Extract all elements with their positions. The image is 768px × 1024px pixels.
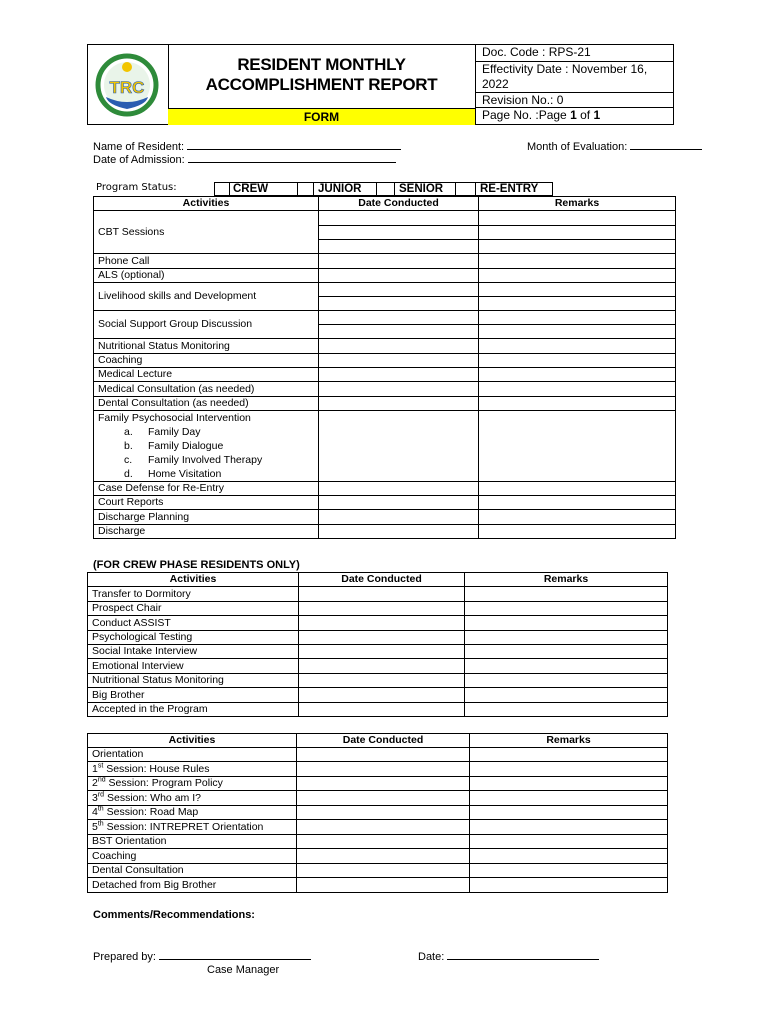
date-cell[interactable] [297, 820, 470, 835]
remarks-cell[interactable] [479, 368, 676, 382]
remarks-cell[interactable] [465, 631, 668, 645]
col-activities: Activities [88, 734, 297, 748]
crew-row: Transfer to Dormitory [88, 587, 299, 602]
remarks-cell[interactable] [470, 791, 668, 806]
sub-letter: b. [124, 440, 133, 452]
crew-checkbox[interactable] [214, 182, 230, 196]
col-activities: Activities [94, 197, 319, 211]
remarks-cell[interactable] [465, 616, 668, 631]
col-remarks: Remarks [465, 573, 668, 587]
page-of: of [576, 108, 594, 122]
date-cell[interactable] [299, 631, 465, 645]
date-cell[interactable] [319, 311, 479, 325]
date-line[interactable] [447, 950, 599, 960]
date-cell[interactable] [297, 835, 470, 849]
prepared-by-label: Prepared by: [93, 951, 156, 963]
remarks-cell[interactable] [465, 659, 668, 674]
session-row-4 [88, 806, 297, 820]
sub-text: Family Dialogue [148, 440, 224, 452]
date-cell[interactable] [299, 703, 465, 717]
sub-letter: a. [124, 426, 133, 438]
remarks-cell[interactable] [470, 762, 668, 777]
date-cell[interactable] [319, 510, 479, 525]
resident-name-line[interactable] [187, 140, 401, 150]
remarks-cell[interactable] [479, 382, 676, 397]
remarks-cell[interactable] [465, 703, 668, 717]
date-cell[interactable] [297, 864, 470, 878]
date-cell[interactable] [297, 791, 470, 806]
comments-label: Comments/Recommendations: [93, 909, 255, 921]
page-total: 1 [593, 108, 601, 122]
date-cell[interactable] [297, 849, 470, 864]
remarks-cell[interactable] [470, 820, 668, 835]
effectivity-date [476, 62, 673, 93]
senior-checkbox[interactable] [376, 182, 395, 196]
date-cell[interactable] [319, 411, 479, 482]
resident-name-field[interactable] [93, 140, 401, 153]
month-evaluation-label: Month of Evaluation: [527, 141, 628, 153]
date-cell[interactable] [319, 354, 479, 368]
date-cell[interactable] [319, 211, 479, 226]
col-activities: Activities [88, 573, 299, 587]
crew-row: Psychological Testing [88, 631, 299, 645]
remarks-cell[interactable] [470, 806, 668, 820]
activity-case-defense: Case Defense for Re-Entry [94, 482, 319, 496]
admission-date-label: Date of Admission: [93, 154, 185, 166]
activity-phone-call: Phone Call [94, 254, 319, 269]
crew-row: Social Intake Interview [88, 645, 299, 659]
date-cell[interactable] [319, 240, 479, 254]
session-sup: nd [97, 776, 106, 784]
program-status-label: Program Status: [96, 182, 177, 193]
page-prefix: Page No. :Page [482, 108, 571, 122]
title-cell [168, 45, 476, 108]
activity-coaching: Coaching [94, 354, 319, 368]
activity-cbt-sessions: CBT Sessions [94, 211, 319, 254]
session-text: Session: Road Map [103, 806, 199, 818]
sub-text: Home Visitation [148, 468, 222, 480]
resident-name-label: Name of Resident: [93, 141, 185, 153]
session-sup: th [97, 805, 104, 813]
activity-nutritional: Nutritional Status Monitoring [94, 339, 319, 354]
remarks-cell[interactable] [470, 864, 668, 878]
orientation-table [87, 733, 668, 893]
activity-als: ALS (optional) [94, 269, 319, 283]
crew-row: Prospect Chair [88, 602, 299, 616]
sub-letter: c. [124, 454, 133, 466]
remarks-cell[interactable] [470, 777, 668, 791]
date-cell[interactable] [299, 587, 465, 602]
remarks-cell[interactable] [465, 602, 668, 616]
remarks-cell[interactable] [470, 835, 668, 849]
reentry-checkbox[interactable] [455, 182, 476, 196]
date-cell[interactable] [319, 496, 479, 510]
date-cell[interactable] [299, 645, 465, 659]
date-cell[interactable] [319, 382, 479, 397]
report-title-line2: ACCOMPLISHMENT REPORT [205, 75, 438, 94]
session-row-2 [88, 777, 297, 791]
session-row-1 [88, 762, 297, 777]
session-num: 5 [92, 820, 98, 833]
case-manager-label: Case Manager [207, 964, 280, 976]
sub-letter: d. [124, 468, 133, 480]
session-text: Session: Program Policy [105, 777, 223, 789]
remarks-cell[interactable] [479, 339, 676, 354]
remarks-cell[interactable] [479, 325, 676, 339]
family-psychosocial-label: Family Psychosocial Intervention [98, 412, 251, 424]
session-text: Session: INTREPRET Orientation [103, 820, 264, 833]
family-sub-a [98, 426, 318, 439]
effectivity-line2: 2022 [482, 77, 509, 91]
remarks-cell[interactable] [479, 269, 676, 283]
remarks-cell[interactable] [479, 297, 676, 311]
doc-code: Doc. Code : RPS-21 [476, 45, 673, 62]
session-num: 1 [92, 762, 98, 775]
session-num: 4 [92, 806, 98, 818]
logo-cell [88, 45, 169, 124]
date-cell[interactable] [297, 748, 470, 762]
prepared-by-field[interactable] [93, 950, 311, 963]
session-sup: rd [97, 791, 105, 798]
remarks-cell[interactable] [479, 510, 676, 525]
crew-row: Emotional Interview [88, 659, 299, 674]
remarks-cell[interactable] [479, 240, 676, 254]
remarks-cell[interactable] [479, 411, 676, 482]
date-cell[interactable] [319, 368, 479, 382]
effectivity-line1: Effectivity Date : November 16, [482, 62, 648, 76]
activity-medical-lecture: Medical Lecture [94, 368, 319, 382]
remarks-cell[interactable] [470, 748, 668, 762]
admission-date-line[interactable] [188, 153, 396, 163]
crew-activities-table [87, 572, 668, 717]
orientation-row: Coaching [88, 849, 297, 864]
col-remarks: Remarks [479, 197, 676, 211]
remarks-cell[interactable] [479, 283, 676, 297]
remarks-cell[interactable] [479, 254, 676, 269]
date-cell[interactable] [319, 283, 479, 297]
remarks-cell[interactable] [465, 587, 668, 602]
prepared-by-line[interactable] [159, 950, 311, 960]
date-cell[interactable] [319, 397, 479, 411]
crew-section-title: (FOR CREW PHASE RESIDENTS ONLY) [93, 559, 300, 571]
date-cell[interactable] [297, 777, 470, 791]
activity-court-reports: Court Reports [94, 496, 319, 510]
remarks-cell[interactable] [470, 878, 668, 893]
sub-text: Family Day [148, 426, 201, 438]
sub-text: Family Involved Therapy [148, 454, 263, 466]
family-sub-d [98, 468, 318, 481]
remarks-cell[interactable] [465, 645, 668, 659]
family-sub-b [98, 440, 318, 453]
orientation-row: Dental Consultation [88, 864, 297, 878]
activity-social-support: Social Support Group Discussion [94, 311, 319, 339]
col-remarks: Remarks [470, 734, 668, 748]
date-cell[interactable] [299, 674, 465, 688]
orientation-row: Orientation [88, 748, 297, 762]
orientation-row: BST Orientation [88, 835, 297, 849]
activity-discharge: Discharge [94, 525, 319, 539]
date-cell[interactable] [319, 482, 479, 496]
document-header [87, 44, 674, 125]
date-cell[interactable] [319, 525, 479, 539]
session-sup: th [97, 820, 104, 827]
remarks-cell[interactable] [479, 211, 676, 226]
remarks-cell[interactable] [479, 226, 676, 240]
page-current: 1 [570, 108, 577, 122]
status-crew: CREW [229, 182, 298, 196]
logo-text: TRC [109, 78, 145, 97]
session-sup: st [97, 762, 104, 769]
date-cell[interactable] [297, 806, 470, 820]
session-text: Session: House Rules [103, 762, 210, 775]
col-date-conducted: Date Conducted [299, 573, 465, 587]
session-row-5 [88, 820, 297, 835]
activities-table [93, 196, 676, 539]
activity-discharge-planning: Discharge Planning [94, 510, 319, 525]
date-cell[interactable] [319, 325, 479, 339]
session-num: 3 [92, 791, 98, 804]
revision-number: Revision No.: 0 [476, 93, 673, 108]
crew-row: Big Brother [88, 688, 299, 703]
status-reentry: RE-ENTRY [476, 182, 553, 196]
orientation-row: Detached from Big Brother [88, 878, 297, 893]
remarks-cell[interactable] [465, 674, 668, 688]
admission-date-field[interactable] [93, 153, 396, 166]
remarks-cell[interactable] [465, 688, 668, 703]
date-cell[interactable] [299, 659, 465, 674]
status-junior: JUNIOR [314, 182, 377, 196]
date-cell[interactable] [299, 602, 465, 616]
junior-checkbox[interactable] [297, 182, 314, 196]
activity-family-psychosocial [94, 411, 319, 482]
session-row-3 [88, 791, 297, 806]
date-label: Date: [418, 951, 445, 963]
month-evaluation-field[interactable] [527, 140, 702, 153]
activity-medical-consultation: Medical Consultation (as needed) [94, 382, 319, 397]
crew-row: Accepted in the Program [88, 703, 299, 717]
remarks-cell[interactable] [479, 311, 676, 325]
date-cell[interactable] [299, 616, 465, 631]
remarks-cell[interactable] [479, 496, 676, 510]
date-cell[interactable] [297, 878, 470, 893]
crew-row: Nutritional Status Monitoring [88, 674, 299, 688]
date-cell[interactable] [319, 226, 479, 240]
activity-livelihood: Livelihood skills and Development [94, 283, 319, 311]
form-label: FORM [168, 108, 476, 125]
remarks-cell[interactable] [479, 482, 676, 496]
date-cell[interactable] [319, 269, 479, 283]
remarks-cell[interactable] [479, 397, 676, 411]
crew-row: Conduct ASSIST [88, 616, 299, 631]
date-cell[interactable] [319, 297, 479, 311]
date-cell[interactable] [297, 762, 470, 777]
activity-dental-consultation: Dental Consultation (as needed) [94, 397, 319, 411]
remarks-cell[interactable] [479, 354, 676, 368]
family-sub-c [98, 454, 318, 467]
date-cell[interactable] [299, 688, 465, 703]
session-text: Session: Who am I? [104, 791, 201, 804]
page-number [476, 108, 673, 124]
remarks-cell[interactable] [479, 525, 676, 539]
status-senior: SENIOR [395, 182, 456, 196]
organization-logo [88, 45, 166, 123]
report-title-line1: RESIDENT MONTHLY [237, 55, 406, 74]
session-num: 2 [92, 777, 98, 789]
month-evaluation-line[interactable] [630, 140, 702, 150]
col-date-conducted: Date Conducted [319, 197, 479, 211]
date-cell[interactable] [319, 339, 479, 354]
col-date-conducted: Date Conducted [297, 734, 470, 748]
date-field[interactable] [418, 950, 599, 963]
remarks-cell[interactable] [470, 849, 668, 864]
date-cell[interactable] [319, 254, 479, 269]
